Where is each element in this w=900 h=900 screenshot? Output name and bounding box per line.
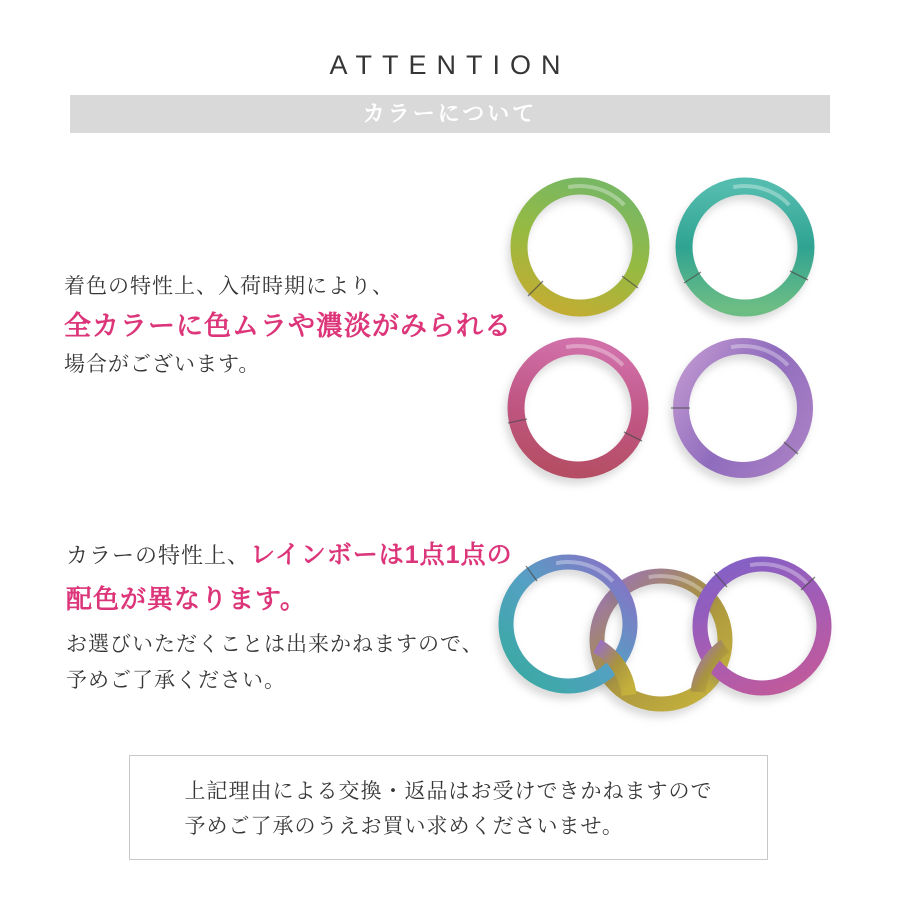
policy-line: 予めご了承のうえお買い求めくださいませ。: [184, 815, 624, 838]
note-line: 場合がございます。: [64, 353, 261, 376]
return-policy-box: [129, 755, 768, 860]
pink-ring: [508, 346, 642, 470]
note-line-normal: カラーの特性上、: [66, 543, 251, 568]
color-section-banner: カラーについて: [70, 95, 830, 133]
rainbow-variation-note: [66, 538, 513, 697]
note-highlight: 配色が異なります。: [66, 584, 307, 614]
return-policy-text: [185, 774, 713, 844]
note-line: お選びいただくことは出来かねますので、: [66, 633, 484, 656]
note-mixed-line: [66, 538, 513, 573]
policy-line: 上記理由による交換・返品はお受けできかねますので: [184, 780, 713, 803]
note-line: 予めご了承ください。: [66, 669, 286, 692]
note-highlight: 全カラーに色ムラや濃淡がみられる: [64, 311, 512, 341]
note-line: 着色の特性上、入荷時期により、: [64, 275, 394, 298]
note-line-highlight: レインボーは1点1点の: [250, 541, 513, 569]
color-unevenness-note: [64, 272, 512, 380]
teal-green-ring: [684, 186, 808, 308]
attention-heading: ATTENTION: [329, 50, 571, 80]
yellow-green-ring: [519, 186, 641, 308]
purple-ring: [671, 346, 805, 470]
